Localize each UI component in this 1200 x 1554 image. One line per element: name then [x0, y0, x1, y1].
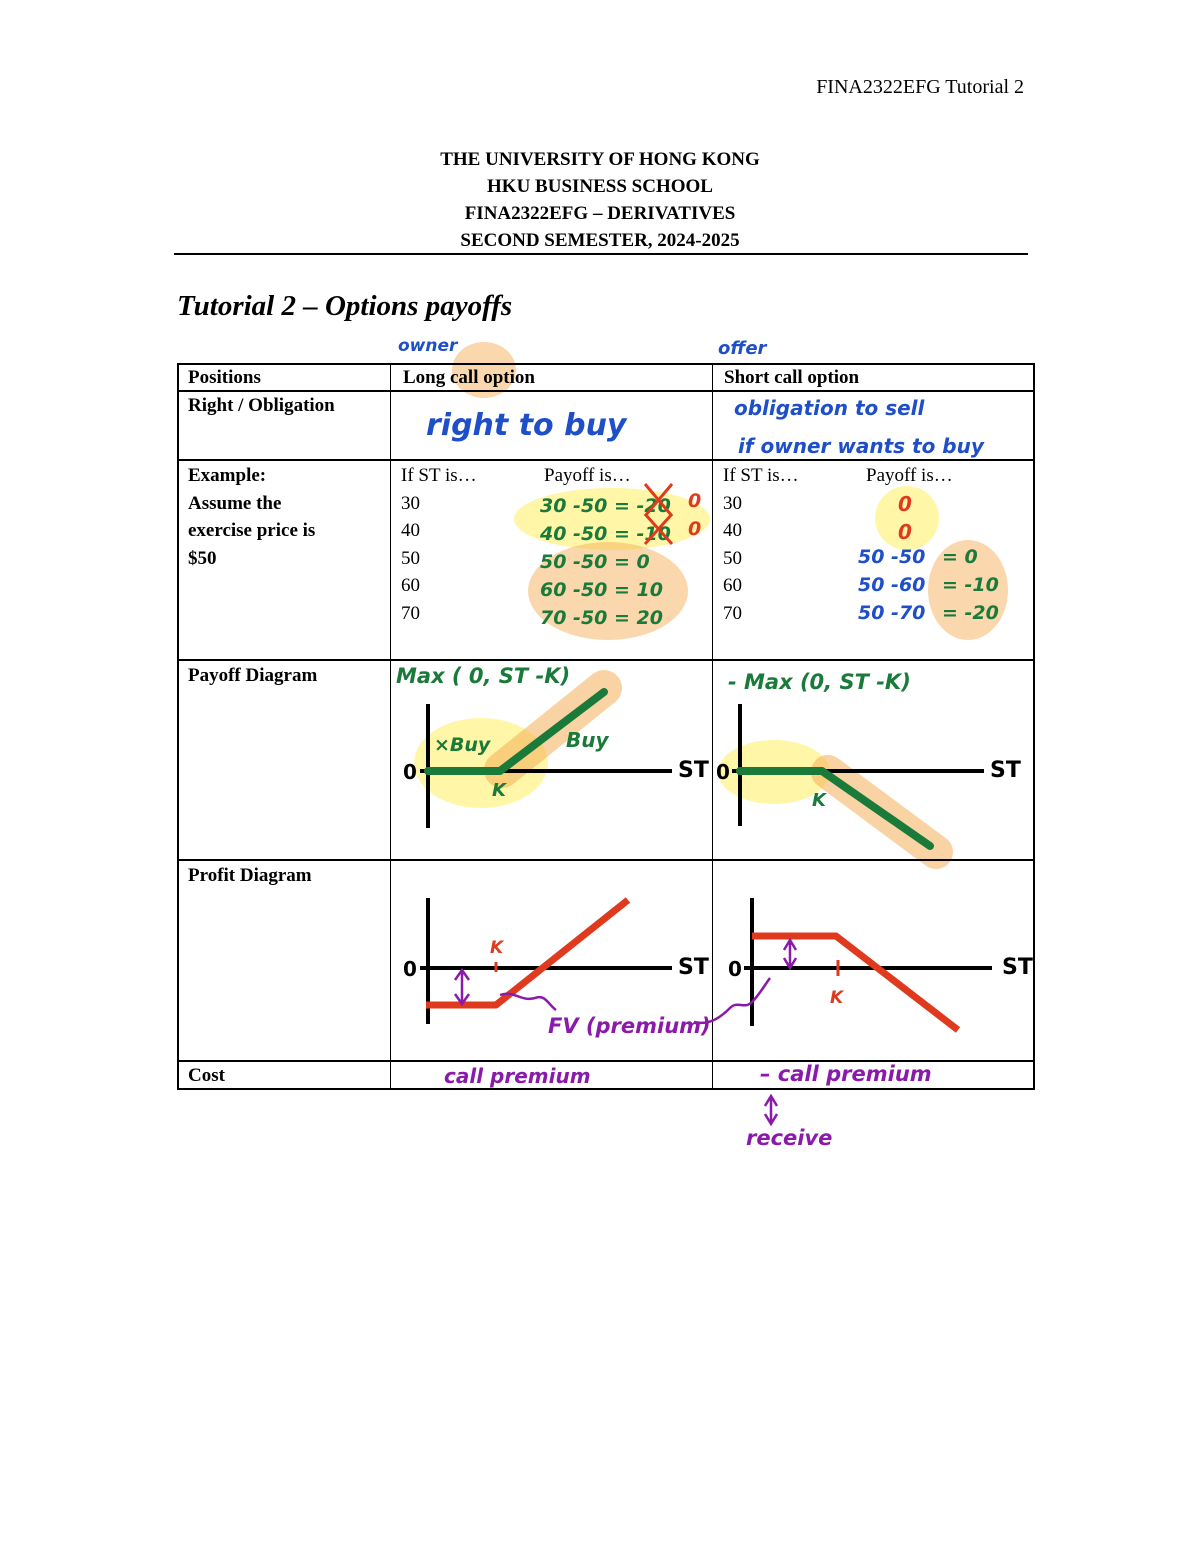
university-name: THE UNIVERSITY OF HONG KONG — [440, 149, 760, 170]
long-zero-result: 0 — [688, 490, 702, 512]
annotation-owner: owner — [398, 336, 458, 356]
short-zero-result: 0 — [898, 520, 912, 544]
long-payoff-k-label: K — [492, 780, 506, 801]
short-st-value: 50 — [723, 547, 742, 569]
short-profit-st-label: ST — [1002, 955, 1033, 980]
long-payoff-zero-label: 0 — [403, 760, 417, 784]
tutorial-title: Tutorial 2 – Options payoffs — [177, 290, 513, 322]
cost-long-call-premium: call premium — [444, 1064, 591, 1088]
long-no-buy-label: ×Buy — [434, 734, 491, 756]
course-name: FINA2322EFG – DERIVATIVES — [464, 203, 736, 224]
short-profit-zero-label: 0 — [728, 957, 742, 981]
short-payoff-k-label: K — [812, 790, 826, 811]
long-st-value: 60 — [401, 575, 420, 596]
long-calc: 70 -50 = 20 — [540, 607, 663, 629]
short-profit-k-label: K — [830, 988, 844, 1008]
annotation-obligation-line1: obligation to sell — [734, 396, 925, 420]
example-line: Assume the — [188, 492, 282, 514]
long-profit-st-label: ST — [678, 955, 709, 980]
long-buy-label: Buy — [566, 728, 609, 752]
short-calc: 50 -60 — [858, 574, 926, 596]
long-st-value: 70 — [401, 602, 420, 624]
running-header: FINA2322EFG Tutorial 2 — [816, 76, 1024, 98]
long-zero-result: 0 — [688, 518, 702, 540]
fv-premium-label: FV (premium) — [548, 1014, 711, 1038]
header-long-call: Long call option — [403, 367, 535, 388]
short-result: = -10 — [942, 574, 999, 596]
short-calc: 50 -50 — [858, 546, 926, 568]
school-name: HKU BUSINESS SCHOOL — [487, 176, 713, 197]
long-calc: 50 -50 = 0 — [540, 551, 650, 573]
row-label-positions: Positions — [188, 367, 261, 388]
long-st-value: 40 — [401, 520, 420, 541]
row-label-profit-diagram: Profit Diagram — [188, 865, 312, 886]
long-profit-zero-label: 0 — [403, 957, 417, 981]
long-calc: 30 -50 = -20 — [540, 495, 671, 517]
short-payoff-st-label: ST — [990, 758, 1021, 783]
short-result: = 0 — [942, 546, 978, 568]
short-payoff-zero-label: 0 — [716, 760, 730, 784]
row-label-payoff-diagram: Payoff Diagram — [188, 665, 318, 686]
example-line: Example: — [188, 465, 267, 486]
example-line: exercise price is — [188, 520, 316, 541]
long-payoff-st-label: ST — [678, 758, 709, 783]
row-label-cost: Cost — [188, 1065, 225, 1086]
short-zero-result: 0 — [898, 492, 912, 516]
long-payoff-formula: Max ( 0, ST -K) — [396, 664, 571, 688]
short-st-value: 40 — [723, 520, 742, 541]
header-short-call: Short call option — [724, 367, 860, 388]
short-st-value: 60 — [723, 575, 742, 596]
short-st-value: 70 — [723, 602, 742, 624]
receive-arrow-path — [765, 1096, 777, 1124]
annotation-obligation-line2: if owner wants to buy — [738, 434, 984, 458]
long-st-value: 30 — [401, 492, 420, 514]
long-st-value: 50 — [401, 547, 420, 569]
long-calc: 60 -50 = 10 — [540, 579, 663, 601]
long-profit-k-label: K — [490, 938, 504, 958]
long-calc: 40 -50 = -10 — [540, 523, 671, 545]
cost-short-call-premium: – call premium — [760, 1062, 932, 1086]
short-st-value: 30 — [723, 492, 742, 514]
short-payoff-header: Payoff is… — [866, 465, 953, 486]
row-label-right-obligation: Right / Obligation — [188, 395, 335, 416]
annotation-right-to-buy: right to buy — [426, 408, 627, 443]
cost-receive-label: receive — [746, 1126, 833, 1150]
semester: SECOND SEMESTER, 2024-2025 — [460, 230, 740, 251]
short-result: = -20 — [942, 602, 999, 624]
short-st-header: If ST is… — [723, 465, 799, 486]
example-line: $50 — [188, 547, 217, 569]
long-payoff-header: Payoff is… — [544, 465, 631, 486]
annotation-offer: offer — [718, 338, 767, 359]
short-calc: 50 -70 — [858, 602, 926, 624]
long-st-header: If ST is… — [401, 465, 477, 486]
short-payoff-formula: - Max (0, ST -K) — [728, 670, 911, 694]
